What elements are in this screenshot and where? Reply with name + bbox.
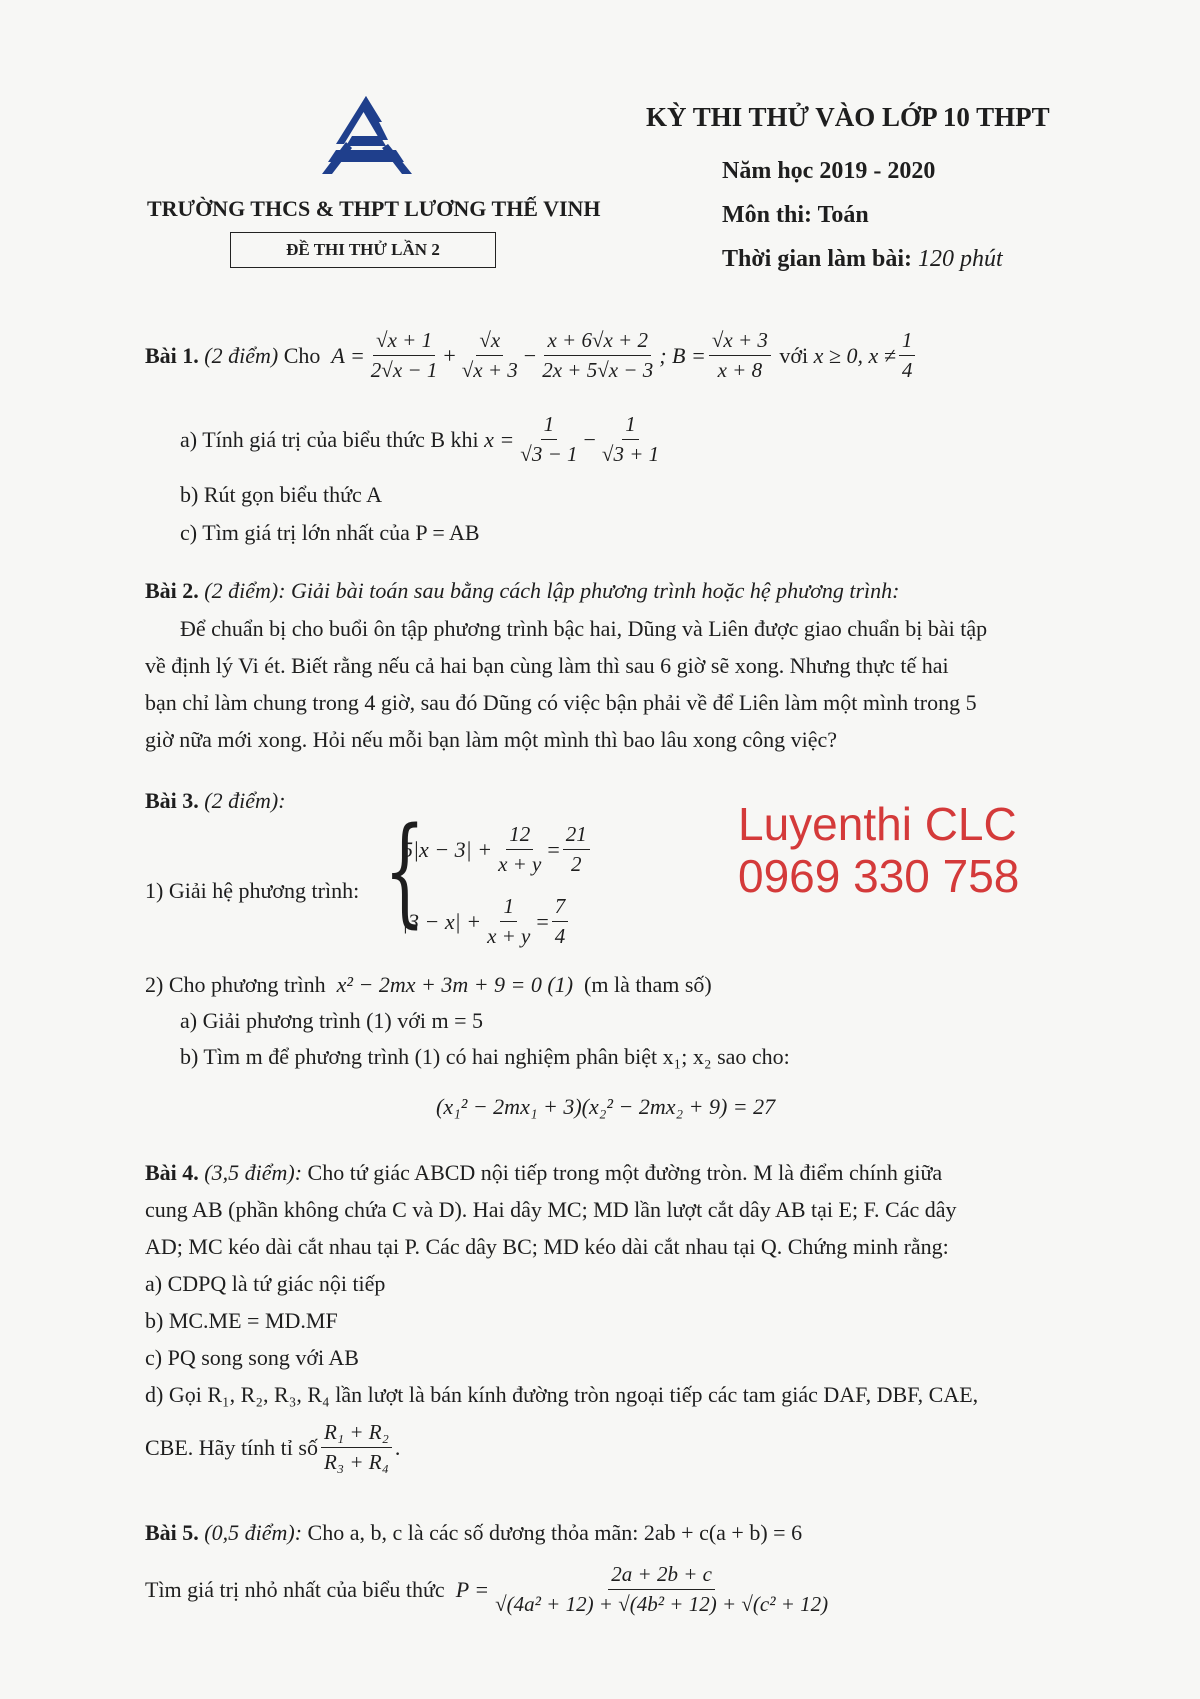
B-label: ; B =: [659, 342, 706, 368]
bai5-points: (0,5 điểm):: [204, 1520, 303, 1545]
bai1-intro: Cho: [283, 342, 321, 368]
bai1-part-b: b) Rút gọn biểu thức A: [180, 482, 382, 507]
bai1-heading: Bài 1.: [145, 342, 199, 368]
sys2-right: $\frac{7}{4}$: [552, 894, 569, 949]
bai4-ratio-text: CBE. Hãy tính tỉ số: [145, 1434, 318, 1460]
equals-sign: =: [547, 836, 560, 862]
A-fraction-1: $\frac{√x + 1}{2√x - 1}$: [370, 328, 438, 382]
bai3-header: [145, 788, 286, 814]
B-fraction: $\frac{√x + 3}{x + 8}$: [709, 328, 771, 383]
bai1-statement: [145, 328, 918, 383]
A-label: A =: [331, 342, 365, 368]
minus-sign: −: [523, 342, 537, 368]
bai2-line: bạn chỉ làm chung trong 4 giờ, sau đó Dũng có việc bận phải về để Liên làm một mình trong 5: [145, 690, 977, 715]
minus-sign: −: [583, 426, 596, 452]
bai3-q2b: b) Tìm m để phương trình (1) có hai nghiệm phân biệt x₁; x₂ sao cho:: [180, 1044, 790, 1069]
bai2-line: Để chuẩn bị cho buổi ôn tập phương trình bậc hai, Dũng và Liên được giao chuẩn bị bài tập: [180, 616, 988, 641]
bai4-part-a: a) CDPQ là tứ giác nội tiếp: [145, 1271, 386, 1296]
bai3-q2-text: 2) Cho phương trình: [145, 972, 326, 997]
bai5-question-text: Tìm giá trị nhỏ nhất của biểu thức: [145, 1576, 445, 1602]
x-label: x =: [484, 426, 515, 452]
bai3-q2b-equation: (x₁² − 2mx₁ + 3)(x₂² − 2mx₂ + 9) = 27: [436, 1094, 776, 1119]
system-brace: {: [384, 801, 426, 939]
bai2-heading: Bài 2.: [145, 578, 199, 603]
domain-condition: x ≥ 0, x ≠: [813, 342, 896, 368]
exam-time: [722, 246, 1003, 273]
school-year: Năm học 2019 - 2020: [722, 158, 936, 184]
bai2-points: (2 điểm): Giải bài toán sau bằng cách lập phương trình hoặc hệ phương trình:: [204, 578, 900, 603]
school-name: TRƯỜNG THCS & THPT LƯƠNG THẾ VINH: [147, 196, 601, 221]
A-fraction-3: $\frac{x + 6√x + 2}{2x + 5√x - 3}$: [542, 328, 654, 382]
bai5-statement: [145, 1520, 802, 1546]
bai3-points: (2 điểm):: [204, 788, 286, 813]
quarter-fraction: $\frac{1}{4}$: [899, 328, 916, 383]
equals-sign: =: [536, 908, 549, 934]
A-fraction-2: $\frac{√x}{√x + 3}$: [461, 328, 518, 382]
bai1-points: (2 điểm): [204, 342, 279, 368]
bai4-line: cung AB (phần không chứa C và D). Hai dây MC; MD lần lượt cắt dây AB tại E; F. Các dây: [145, 1197, 957, 1222]
exam-time-label: Thời gian làm bài:: [722, 246, 912, 272]
system-eq-2: [402, 894, 571, 949]
sys1-left: 5|x − 3| +: [402, 836, 493, 862]
period: .: [394, 1434, 401, 1460]
bai2-paragraph: [145, 610, 1070, 758]
exam-title: KỲ THI THỬ VÀO LỚP 10 THPT: [646, 102, 1050, 132]
bai4-heading: Bài 4.: [145, 1160, 199, 1185]
bai3-heading: Bài 3.: [145, 788, 199, 813]
bai5-heading: Bài 5.: [145, 1520, 199, 1545]
subject: Môn thi: Toán: [722, 202, 869, 228]
bai5-question: [145, 1562, 834, 1617]
bai1-part-a-text: a) Tính giá trị của biểu thức B khi: [180, 426, 479, 452]
bai3-q1: 1) Giải hệ phương trình:: [145, 878, 360, 903]
watermark-line-1: Luyenthi CLC: [738, 798, 1017, 850]
plus-sign: +: [443, 342, 456, 368]
exam-time-value: 120 phút: [918, 246, 1003, 272]
sys1-fraction: $\frac{12}{x + y}$: [498, 822, 542, 876]
bai3-q2-equation: x² − 2mx + 3m + 9 = 0 (1): [336, 972, 574, 997]
sys2-left: |3 − x| +: [402, 908, 482, 934]
bai3-q2: [145, 972, 712, 998]
bai4-points: (3,5 điểm):: [204, 1160, 303, 1185]
x-fraction-2: $\frac{1}{√3 + 1}$: [601, 412, 660, 466]
bai4-part-c: c) PQ song song với AB: [145, 1345, 359, 1370]
bai2-line: giờ nữa mới xong. Hỏi nếu mỗi bạn làm một mình thì bao lâu xong công việc?: [145, 727, 838, 752]
bai4-paragraph: [145, 1154, 1075, 1413]
sys2-fraction: $\frac{1}{x + y}$: [487, 894, 531, 948]
bai4-ratio-line: [145, 1420, 400, 1475]
system-eq-1: [402, 822, 593, 877]
bai5-text: Cho a, b, c là các số dương thỏa mãn: 2ab + c(a + b) = 6: [307, 1520, 803, 1545]
ratio-fraction: $\frac{\text{R₁ + R₂}}{\text{R₃ + R₄}}$: [321, 1420, 392, 1475]
bai3-q2a: a) Giải phương trình (1) với m = 5: [180, 1008, 483, 1033]
x-fraction-1: $\frac{1}{√3 - 1}$: [520, 412, 578, 466]
bai1-with: với: [779, 342, 809, 368]
P-fraction: $\frac{2a + 2b + c}{\text{√(4a² + 12) + √(4b² + 12) + √(c² + 12)}}$: [495, 1562, 829, 1616]
bai2-header: [145, 578, 900, 604]
bai4-part-b: b) MC.ME = MD.MF: [145, 1308, 338, 1333]
bai4-part-d: d) Gọi R₁, R₂, R₃, R₄ lần lượt là bán kính đường tròn ngoại tiếp các tam giác DAF, DBF, CAE,: [145, 1382, 979, 1407]
trial-box: [230, 232, 496, 268]
school-logo: [316, 92, 416, 176]
bai2-line: về định lý Vi ét. Biết rằng nếu cả hai bạn cùng làm thì sau 6 giờ sẽ xong. Nhưng thực tế hai: [145, 653, 949, 678]
bai1-part-c: c) Tìm giá trị lớn nhất của P = AB: [180, 520, 480, 545]
bai4-line: Cho tứ giác ABCD nội tiếp trong một đường tròn. M là điểm chính giữa: [307, 1160, 943, 1185]
watermark-line-2: 0969 330 758: [738, 850, 1020, 902]
trial-label: ĐỀ THI THỬ LẦN 2: [286, 240, 440, 259]
P-label: P =: [455, 1576, 490, 1602]
sys1-right: $\frac{21}{2}$: [563, 822, 590, 877]
bai1-part-a: [180, 412, 665, 467]
bai4-line: AD; MC kéo dài cắt nhau tại P. Các dây BC; MD kéo dài cắt nhau tại Q. Chứng minh rằng:: [145, 1234, 949, 1259]
bai3-q2-note: (m là tham số): [584, 972, 712, 997]
watermark: [738, 798, 1019, 902]
